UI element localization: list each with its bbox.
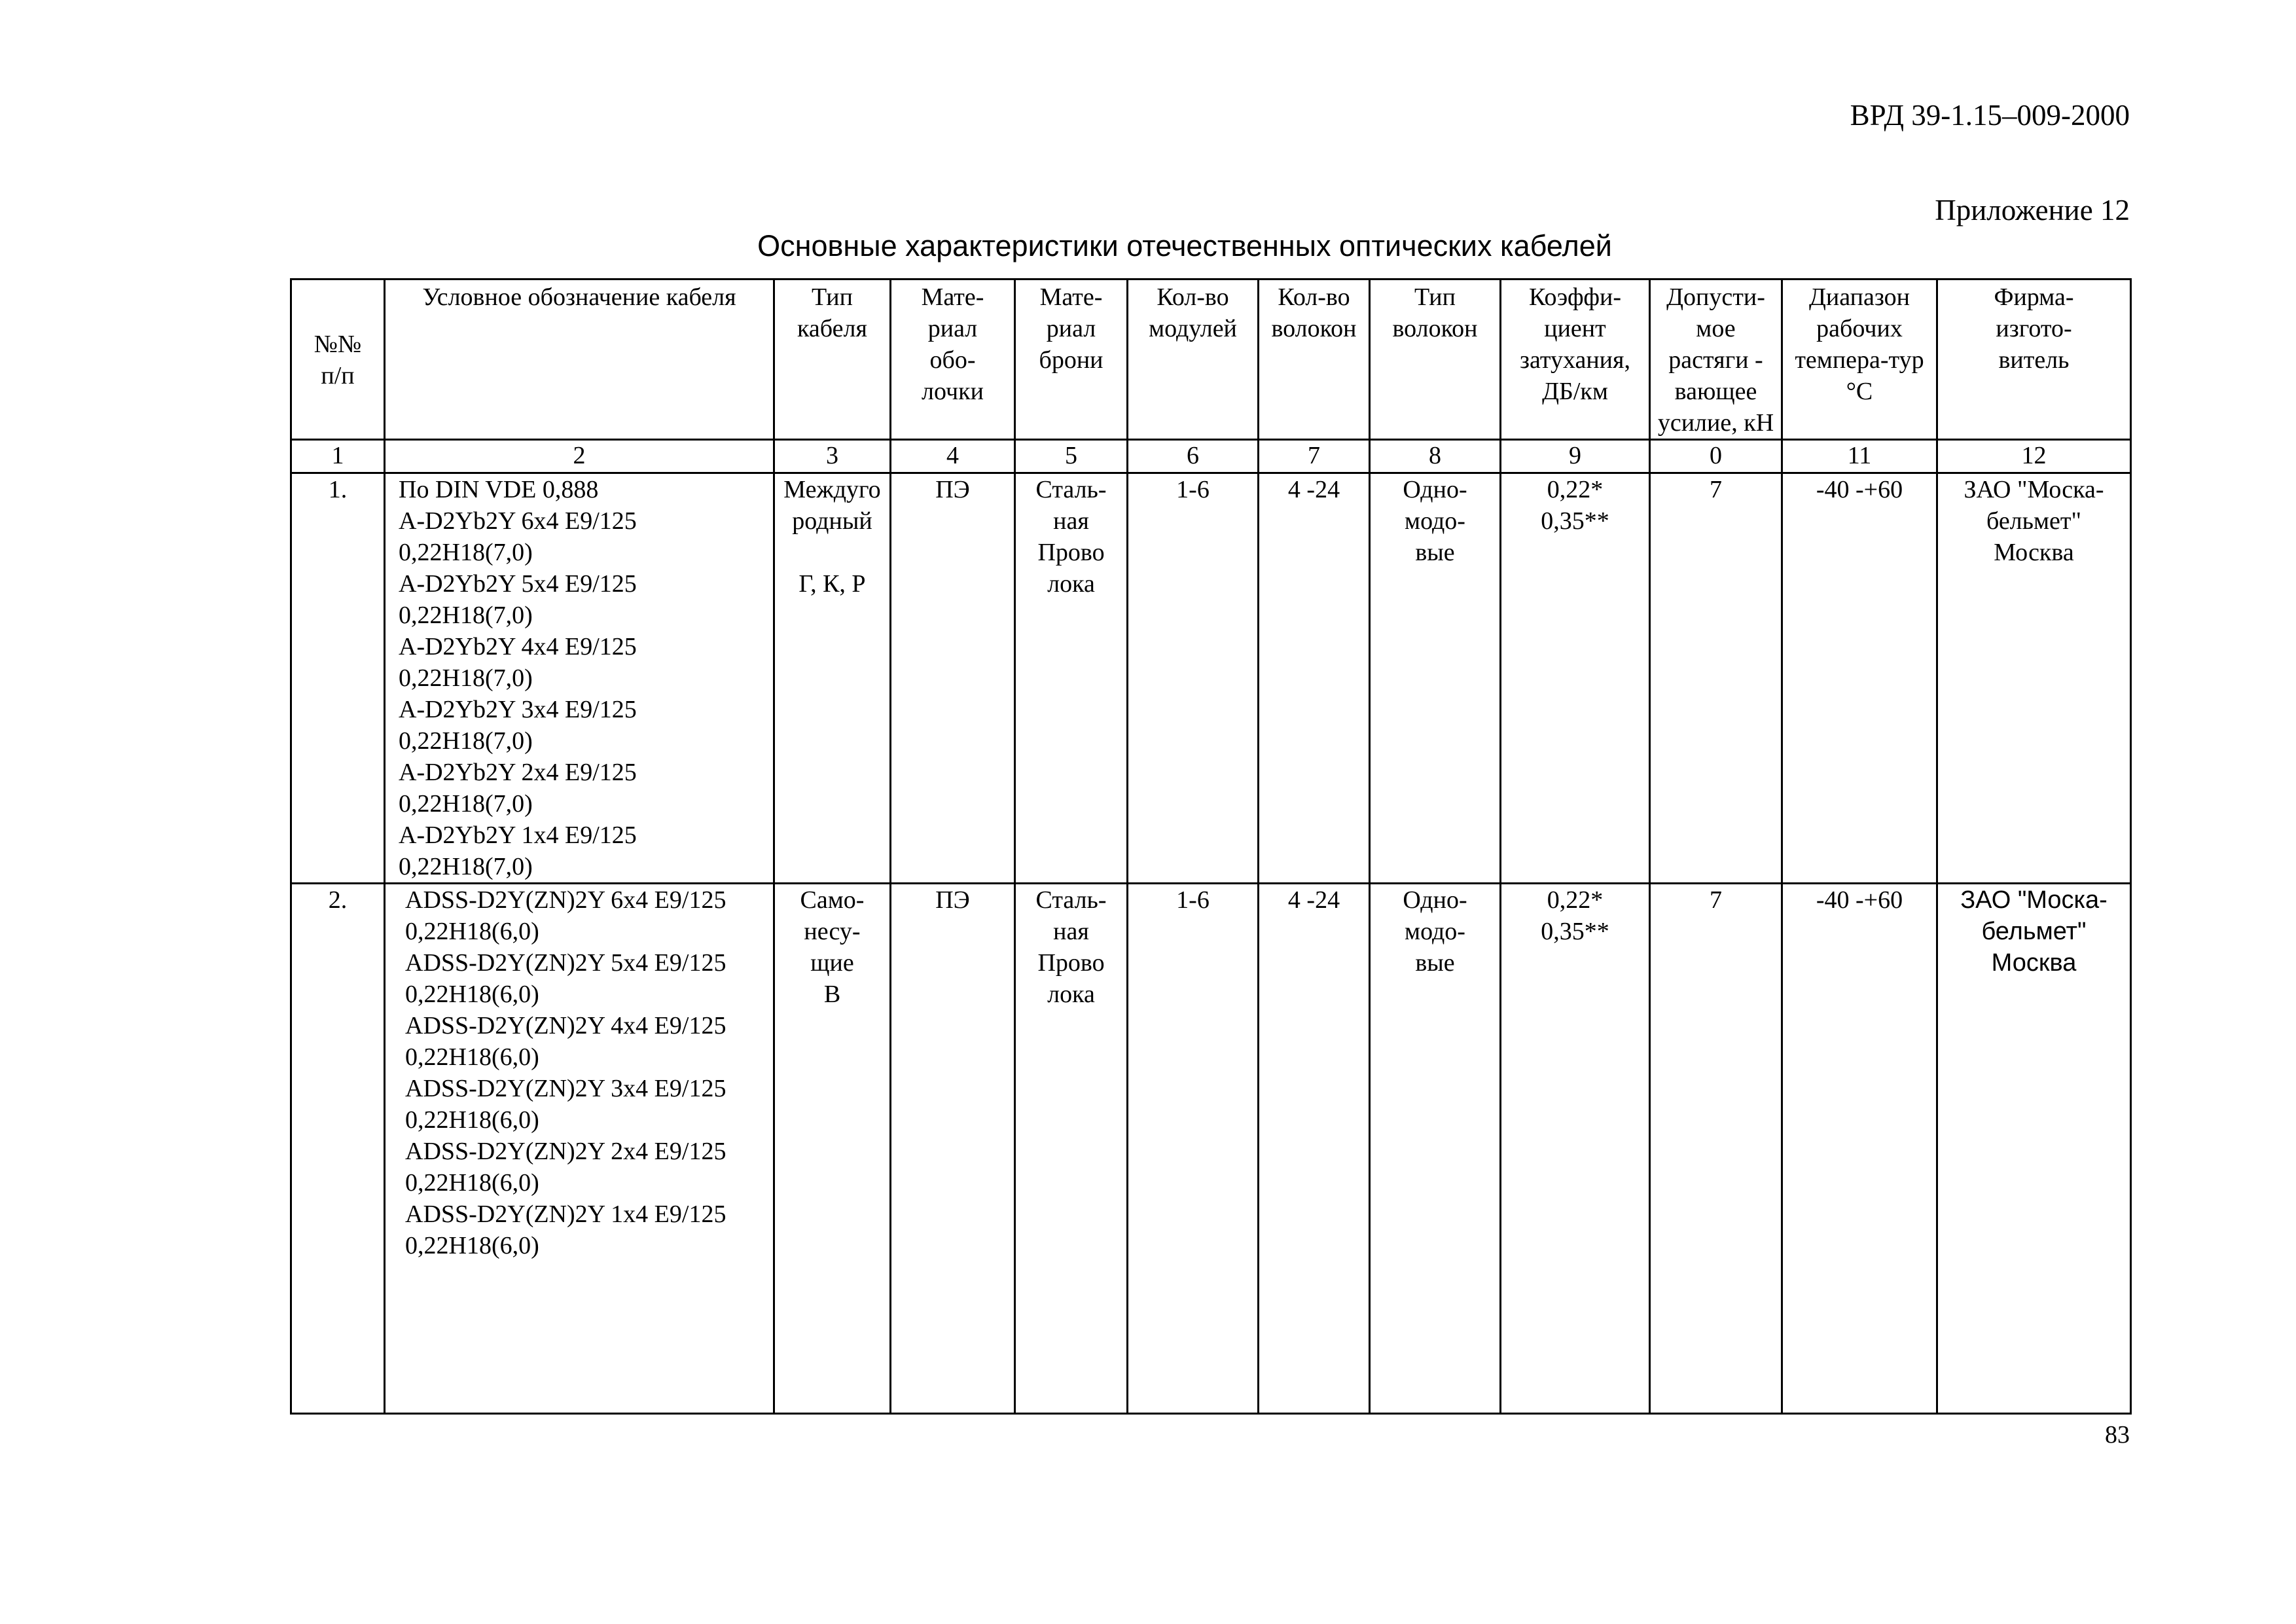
module-count [1128, 473, 1259, 884]
cell-line: Само- [800, 886, 865, 914]
cell-line: 0,22* [1547, 476, 1604, 503]
cell-line: ADSS-D2Y(ZN)2Y 5x4 E9/125 [405, 949, 726, 977]
module-count [1128, 884, 1259, 1414]
cell-line: 7 [1710, 886, 1722, 914]
cell-line: Диапазон [1809, 283, 1910, 311]
column-number: 5 [1015, 440, 1128, 473]
cell-line: брони [1039, 346, 1103, 374]
cell-line: 0,22H18(6,0) [405, 1043, 539, 1071]
cell-line: Прово [1037, 949, 1105, 977]
cell-line: затухания, [1519, 346, 1630, 374]
tensile-force [1650, 884, 1782, 1414]
column-number-row [291, 440, 2131, 473]
cell-line: 1-6 [1176, 886, 1210, 914]
cell-line: 0,22H18(7,0) [399, 790, 533, 818]
cell-line: A-D2Yb2Y 5x4 E9/125 [399, 570, 637, 598]
cell-line: По DIN VDE 0,888 [399, 476, 599, 503]
cell-line: 4 -24 [1287, 476, 1340, 503]
cell-line: бельмет" [1981, 918, 2087, 945]
cell-line: Коэффи- [1528, 283, 1621, 311]
cell-line: изгото- [1996, 315, 2072, 342]
cell-line: ADSS-D2Y(ZN)2Y 6x4 E9/125 [405, 886, 726, 914]
cell-line: вые [1415, 949, 1455, 977]
cell-line: несу- [804, 918, 861, 945]
header-cell [291, 280, 385, 440]
sheath-material [891, 473, 1015, 884]
cell-line: 0,22* [1547, 886, 1604, 914]
armor-material [1015, 473, 1128, 884]
cell-line: ADSS-D2Y(ZN)2Y 1x4 E9/125 [405, 1200, 726, 1228]
cell-line: A-D2Yb2Y 1x4 E9/125 [399, 821, 637, 849]
cell-line: 0,22H18(7,0) [399, 727, 533, 755]
cell-line: усилие, кН [1657, 409, 1774, 437]
cell-line: Мате- [1039, 283, 1103, 311]
cell-line: Москва [1991, 949, 2077, 977]
cell-line: ДБ/км [1542, 378, 1608, 405]
table-row [291, 473, 2131, 884]
cell-line: ADSS-D2Y(ZN)2Y 4x4 E9/125 [405, 1012, 726, 1039]
cable-type [774, 884, 891, 1414]
cell-line: п/п [321, 362, 355, 389]
header-cell [891, 280, 1015, 440]
cell-line: 1-6 [1176, 476, 1210, 503]
page-number: 83 [2105, 1421, 2130, 1449]
cell-line: растяги - [1668, 346, 1763, 374]
tensile-force [1650, 473, 1782, 884]
cell-line: волокон [1392, 315, 1478, 342]
header-cell [1650, 280, 1782, 440]
cell-line: 0,22H18(7,0) [399, 853, 533, 880]
cell-line: ADSS-D2Y(ZN)2Y 2x4 E9/125 [405, 1138, 726, 1165]
column-number: 3 [774, 440, 891, 473]
header-cell [385, 280, 774, 440]
column-number: 8 [1370, 440, 1501, 473]
cell-line: -40 -+60 [1816, 476, 1903, 503]
header-cell [774, 280, 891, 440]
temperature-range [1782, 473, 1937, 884]
header-cell [1370, 280, 1501, 440]
cell-line: 0,22H18(6,0) [405, 981, 539, 1008]
fiber-type [1370, 473, 1501, 884]
table-row [291, 884, 2131, 1414]
header-row [291, 280, 2131, 440]
cell-line: 4 -24 [1287, 886, 1340, 914]
cell-line: В [823, 981, 841, 1008]
cell-line: циент [1544, 315, 1606, 342]
document-code: ВРД 39-1.15–009-2000 [1850, 99, 2130, 132]
cell-line: ПЭ [935, 886, 970, 914]
header-cell [1015, 280, 1128, 440]
cell-line: A-D2Yb2Y 3x4 E9/125 [399, 696, 637, 723]
cell-line: лочки [922, 378, 984, 405]
cell-line: 0,22H18(6,0) [405, 1169, 539, 1197]
cell-line: Москва [1994, 539, 2074, 566]
cell-line: 7 [1710, 476, 1722, 503]
cell-line: °С [1846, 378, 1873, 405]
cell-line: модо- [1405, 507, 1465, 535]
cell-line: риал [1046, 315, 1096, 342]
cell-line: Междуго [783, 476, 881, 503]
cell-line: ADSS-D2Y(ZN)2Y 3x4 E9/125 [405, 1075, 726, 1102]
manufacturer [1937, 473, 2131, 884]
cell-line: A-D2Yb2Y 6x4 E9/125 [399, 507, 637, 535]
attenuation [1501, 473, 1650, 884]
cell-line: лока [1047, 570, 1095, 598]
row-number: 1. [291, 473, 385, 884]
cell-line: Сталь- [1035, 476, 1107, 503]
manufacturer [1937, 884, 2131, 1414]
column-number: 7 [1259, 440, 1370, 473]
header-cell [1501, 280, 1650, 440]
cell-line: Тип [1414, 283, 1456, 311]
cell-line: -40 -+60 [1816, 886, 1903, 914]
row-number: 2. [291, 884, 385, 1414]
cell-line: Допусти- [1666, 283, 1765, 311]
column-number: 4 [891, 440, 1015, 473]
header-cell [1937, 280, 2131, 440]
cell-line: Одно- [1403, 476, 1467, 503]
cell-line: волокон [1271, 315, 1357, 342]
column-number: 2 [385, 440, 774, 473]
cell-line: модо- [1405, 918, 1465, 945]
column-number: 1 [291, 440, 385, 473]
cable-characteristics-table [290, 278, 2132, 1415]
cell-line: родный [792, 507, 872, 535]
cell-line: вающее [1674, 378, 1757, 405]
cable-type [774, 473, 891, 884]
header-cell [1259, 280, 1370, 440]
cell-line: Фирма- [1994, 283, 2074, 311]
cell-line: A-D2Yb2Y 2x4 E9/125 [399, 759, 637, 786]
cell-line: A-D2Yb2Y 4x4 E9/125 [399, 633, 637, 660]
cell-line: Сталь- [1035, 886, 1107, 914]
cell-line: №№ [314, 331, 362, 358]
cell-line: щие [810, 949, 854, 977]
cell-line: Кол-во [1278, 283, 1350, 311]
cell-line: 0,22H18(7,0) [399, 664, 533, 692]
cell-line: темпера-тур [1795, 346, 1924, 374]
cell-line: Кол-во [1157, 283, 1229, 311]
cell-line: ная [1053, 507, 1089, 535]
fiber-count [1259, 473, 1370, 884]
cell-line: лока [1047, 981, 1095, 1008]
column-number: 9 [1501, 440, 1650, 473]
table-title: Основные характеристики отечественных оптических кабелей [757, 229, 1612, 262]
cell-line: 0,35** [1541, 507, 1609, 535]
cell-line: ЗАО "Моска- [1960, 886, 2108, 914]
cell-line: бельмет" [1986, 507, 2082, 535]
cell-line: Мате- [921, 283, 984, 311]
cell-line: риал [927, 315, 978, 342]
cell-line: Условное обозначение кабеля [422, 283, 736, 311]
cell-line: обо- [929, 346, 976, 374]
cell-line: Одно- [1403, 886, 1467, 914]
cable-designation [385, 473, 774, 884]
cell-line: ПЭ [935, 476, 970, 503]
cell-line: модулей [1149, 315, 1237, 342]
fiber-count [1259, 884, 1370, 1414]
cell-line: рабочих [1816, 315, 1903, 342]
attenuation [1501, 884, 1650, 1414]
cell-line: кабеля [797, 315, 867, 342]
column-number: 0 [1650, 440, 1782, 473]
cell-line: 0,22H18(6,0) [405, 1232, 539, 1259]
fiber-type [1370, 884, 1501, 1414]
cell-line: Г, К, Р [798, 570, 866, 598]
column-number: 6 [1128, 440, 1259, 473]
header-cell [1782, 280, 1937, 440]
cell-line: 0,22H18(7,0) [399, 602, 533, 629]
cell-line: Тип [812, 283, 853, 311]
cell-line: Прово [1037, 539, 1105, 566]
cell-line: витель [1998, 346, 2070, 374]
cell-line: ЗАО "Моска- [1964, 476, 2104, 503]
armor-material [1015, 884, 1128, 1414]
column-number: 12 [1937, 440, 2131, 473]
temperature-range [1782, 884, 1937, 1414]
cable-designation [385, 884, 774, 1414]
cell-line: вые [1415, 539, 1455, 566]
cell-line: 0,22H18(6,0) [405, 918, 539, 945]
cell-line: ная [1053, 918, 1089, 945]
sheath-material [891, 884, 1015, 1414]
cell-line: 0,22H18(7,0) [399, 539, 533, 566]
cell-line: 0,35** [1541, 918, 1609, 945]
header-cell [1128, 280, 1259, 440]
column-number: 11 [1782, 440, 1937, 473]
cell-line [778, 537, 887, 568]
cell-line: 0,22H18(6,0) [405, 1106, 539, 1134]
cell-line: мое [1696, 315, 1736, 342]
appendix-label: Приложение 12 [1935, 194, 2130, 226]
